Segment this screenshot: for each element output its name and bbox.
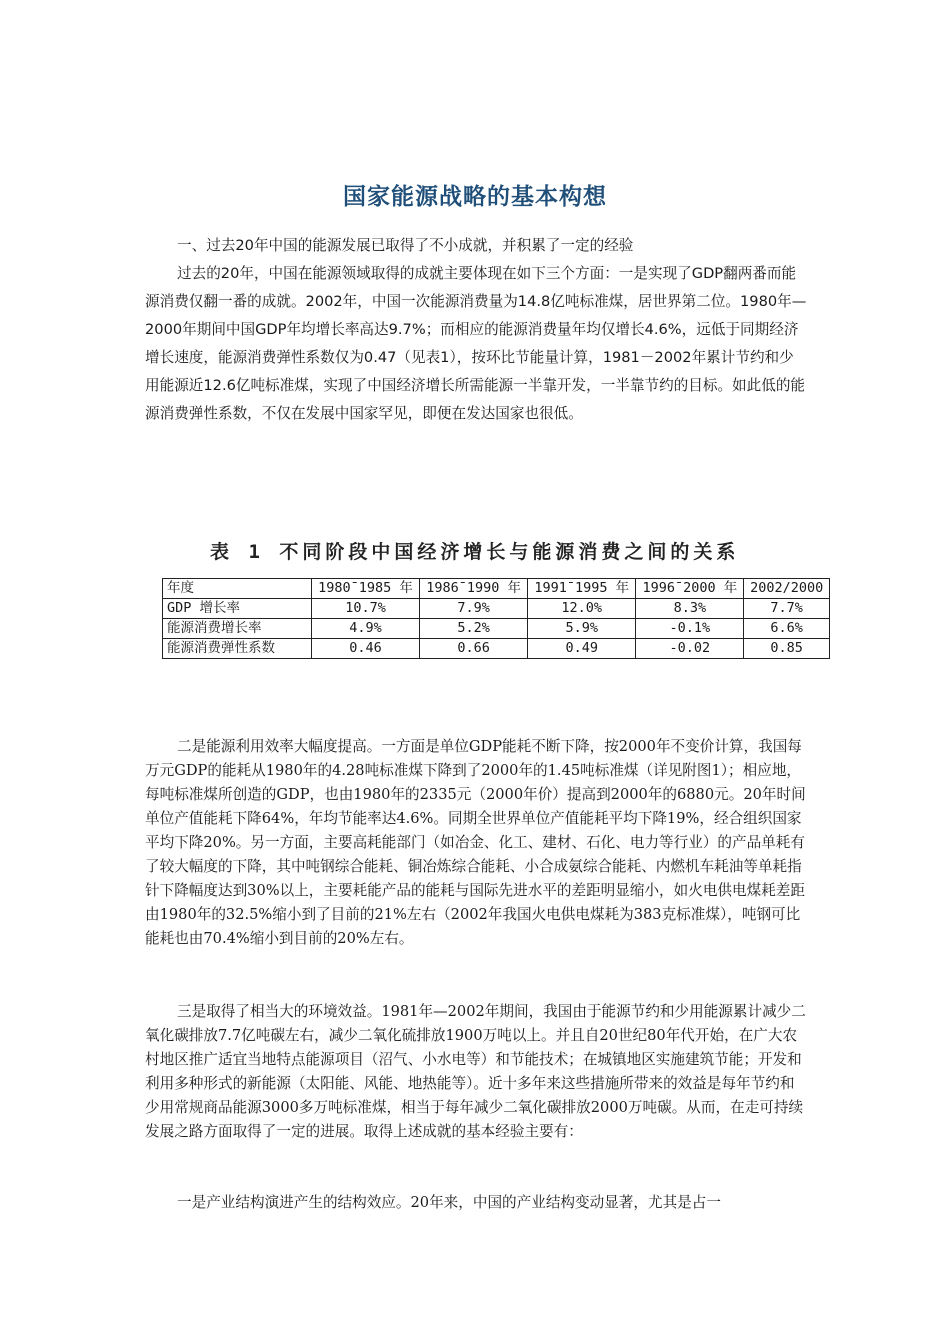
table-cell: 12.0% <box>528 599 636 619</box>
table-cell: 6.6% <box>744 619 830 639</box>
section-heading: 一、过去20年中国的能源发展已取得了不小成就，并积累了一定的经验 <box>177 237 634 254</box>
table-cell: 0.85 <box>744 639 830 659</box>
table-cell: 0.46 <box>312 639 420 659</box>
table-1 <box>162 537 830 659</box>
table-header-cell: 年度 <box>163 579 312 599</box>
paragraph-efficiency: 二是能源利用效率大幅度提高。一方面是单位GDP能耗不断下降，按2000年不变价计算，我国每万元GDP的能耗从1980年的4.28吨标准煤下降到了2000年的1.45吨标准煤（详见附图1）；相应地，每吨标准煤所创造的GDP，也由1980年的2335元（2000年价）提高到2000年的6880元。20年时间单位产值能耗下降64%，年均节能率达4.6%。同期全世界单位产值能耗平均下降19%，经合组织国家平均下降20%。另一方面，主要高耗能部门（如冶金、化工、建材、石化、电力等行业）的产品单耗有了较大幅度的下降，其中吨钢综合能耗、铜冶炼综合能耗、小合成氨综合能耗、内燃机车耗油等单耗指针下降幅度达到30%以上，主要耗能产品的能耗与国际先进水平的差距明显缩小，如火电供电煤耗差距由1980年的32.5%缩小到了目前的21%左右（2002年我国火电供电煤耗为383克标准煤），吨钢可比能耗也由70.4%缩小到目前的20%左右。 <box>145 738 806 947</box>
table-cell: 0.49 <box>528 639 636 659</box>
document-title: 国家能源战略的基本构想 <box>343 184 607 210</box>
table-cell: 10.7% <box>312 599 420 619</box>
table-row <box>163 619 830 639</box>
table-cell: GDP 增长率 <box>163 599 312 619</box>
table-cell: 5.9% <box>528 619 636 639</box>
table-cell: 能源消费弹性系数 <box>163 639 312 659</box>
table-cell: 8.3% <box>636 599 744 619</box>
table-cell: 0.66 <box>420 639 528 659</box>
table-cell: 能源消费增长率 <box>163 619 312 639</box>
paragraph-achievements: 过去的20年，中国在能源领域取得的成就主要体现在如下三个方面：一是实现了GDP翻两番而能源消费仅翻一番的成就。2002年，中国一次能源消费量为14.8亿吨标准煤，居世界第二位。1980年—2000年期间中国GDP年均增长率高达9.7%；而相应的能源消费量年均仅增长4.6%，远低于同期经济增长速度，能源消费弹性系数仅为0.47（见表1），按环比节能量计算，1981－2002年累计节约和少用能源近12.6亿吨标准煤，实现了中国经济增长所需能源一半靠开发，一半靠节约的目标。如此低的能源消费弹性系数，不仅在发展中国家罕见，即便在发达国家也很低。 <box>145 265 807 422</box>
table-cell: 5.2% <box>420 619 528 639</box>
table-caption: 表 1 不同阶段中国经济增长与能源消费之间的关系 <box>210 541 740 563</box>
table-header-cell: 1986¯1990 年 <box>420 579 528 599</box>
table-header-row <box>163 579 830 599</box>
table-header-cell: 1980¯1985 年 <box>312 579 420 599</box>
table-header-cell: 1991¯1995 年 <box>528 579 636 599</box>
energy-table <box>162 578 830 659</box>
paragraph-structure: 一是产业结构演进产生的结构效应。20年来，中国的产业结构变动显著，尤其是占一 <box>177 1194 721 1211</box>
table-row <box>163 639 830 659</box>
table-cell: 4.9% <box>312 619 420 639</box>
table-header-cell: 2002/2000 <box>744 579 830 599</box>
table-header-cell: 1996¯2000 年 <box>636 579 744 599</box>
paragraph-environment: 三是取得了相当大的环境效益。1981年—2002年期间，我国由于能源节约和少用能源累计减少二氧化碳排放7.7亿吨碳左右，减少二氧化硫排放1900万吨以上。并且自20世纪80年代开始，在广大农村地区推广适宜当地特点能源项目（沼气、小水电等）和节能技术；在城镇地区实施建筑节能；开发和利用多种形式的新能源（太阳能、风能、地热能等）。近十多年来这些措施所带来的效益是每年节约和少用常规商品能源3000多万吨标准煤，相当于每年减少二氧化碳排放2000万吨碳。从而，在走可持续发展之路方面取得了一定的进展。取得上述成就的基本经验主要有： <box>145 1003 806 1140</box>
table-cell: 7.7% <box>744 599 830 619</box>
table-cell: -0.02 <box>636 639 744 659</box>
table-cell: 7.9% <box>420 599 528 619</box>
table-cell: -0.1% <box>636 619 744 639</box>
table-row <box>163 599 830 619</box>
